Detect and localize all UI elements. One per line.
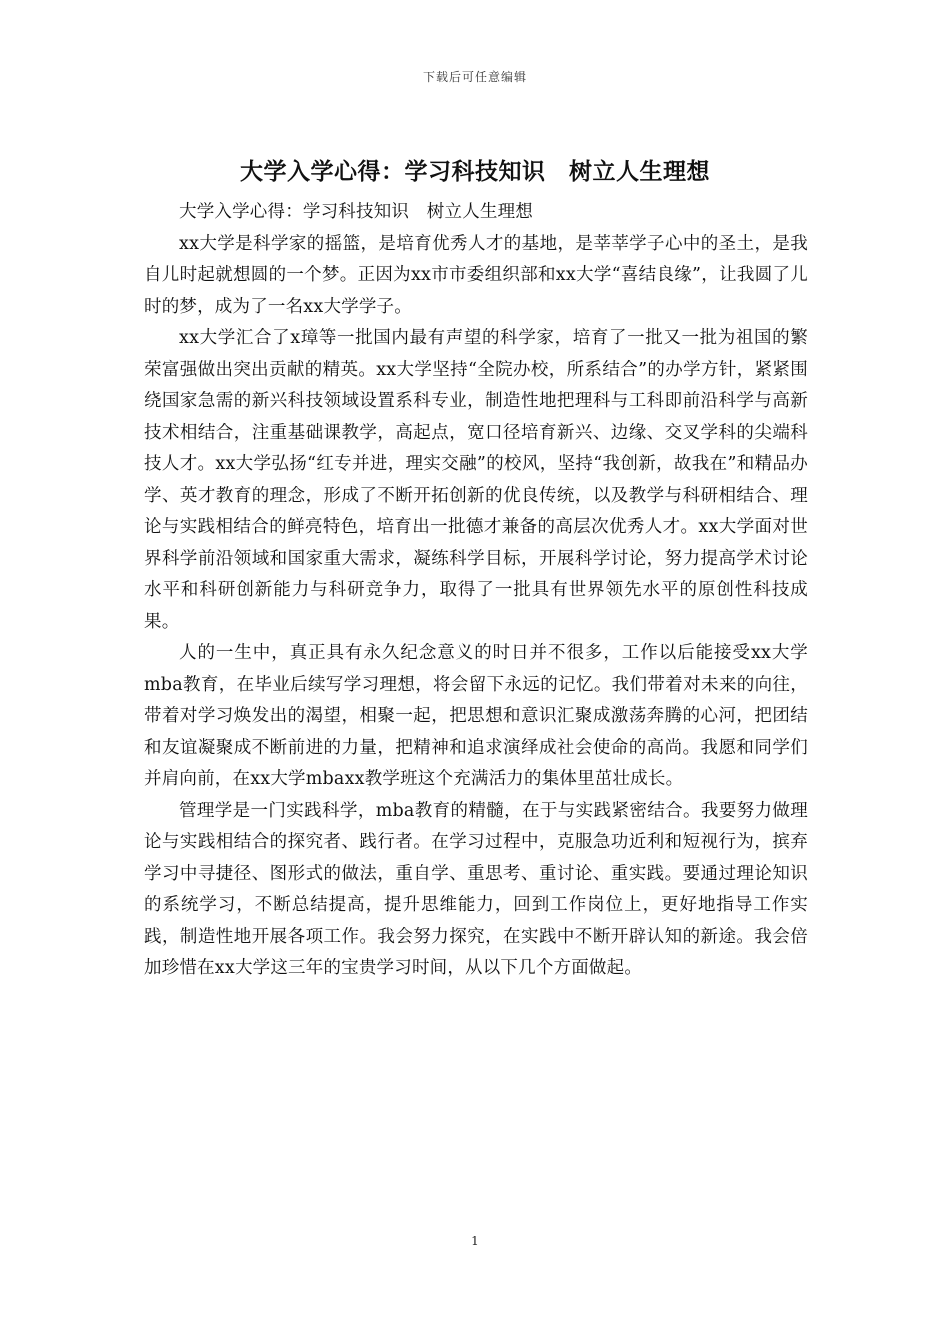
paragraph: xx大学是科学家的摇篮，是培育优秀人才的基地，是莘莘学子心中的圣土，是我自儿时起就想圆的一个梦。正因为xx市市委组织部和xx大学“喜结良缘”，让我圆了儿时的梦，成为了一名xx大学学子。 bbox=[144, 233, 808, 317]
document-body bbox=[144, 197, 808, 985]
paragraph: 管理学是一门实践科学，mba教育的精髓，在于与实践紧密结合。我要努力做理论与实践相结合的探究者、践行者。在学习过程中，克服急功近利和短视行为，摈弃学习中寻捷径、图形式的做法，重自学、重思考、重讨论、重实践。要通过理论知识的系统学习，不断总结提高，提升思维能力，回到工作岗位上，更好地指导工作实践，制造性地开展各项工作。我会努力探究，在实践中不断开辟认知的新途。我会倍加珍惜在xx大学这三年的宝贵学习时间，从以下几个方面做起。 bbox=[144, 800, 808, 978]
paragraph-subtitle: 大学入学心得：学习科技知识 树立人生理想 bbox=[179, 202, 533, 222]
paragraph: 人的一生中，真正具有永久纪念意义的时日并不很多，工作以后能接受xx大学mba教育，在毕业后续写学习理想，将会留下永远的记忆。我们带着对未来的向往，带着对学习焕发出的渴望，相聚一起，把思想和意识汇聚成激荡奔腾的心河，把团结和友谊凝聚成不断前进的力量，把精神和追求演绎成社会使命的高尚。我愿和同学们并肩向前，在xx大学mbaxx教学班这个充满活力的集体里茁壮成长。 bbox=[144, 643, 808, 789]
document-title: 大学入学心得：学习科技知识 树立人生理想 bbox=[240, 158, 710, 185]
page-header: 下载后可任意编辑 bbox=[422, 70, 527, 84]
page-number: 1 bbox=[471, 1234, 479, 1248]
paragraph: xx大学汇合了x璋等一批国内最有声望的科学家，培育了一批又一批为祖国的繁荣富强做出突出贡献的精英。xx大学坚持“全院办校，所系结合”的办学方针，紧紧围绕国家急需的新兴科技领域设置系科专业，制造性地把理科与工科即前沿科学与高新技术相结合，注重基础课教学，高起点，宽口径培育新兴、边缘、交叉学科的尖端科技人才。xx大学弘扬“红专并进，理实交融”的校风，坚持“我创新，故我在”和精品办学、英才教育的理念，形成了不断开拓创新的优良传统，以及教学与科研相结合、理论与实践相结合的鲜亮特色，培育出一批德才兼备的高层次优秀人才。xx大学面对世界科学前沿领域和国家重大需求，凝练科学目标，开展科学讨论，努力提高学术讨论水平和科研创新能力与科研竞争力，取得了一批具有世界领先水平的原创性科技成果。 bbox=[144, 328, 808, 632]
